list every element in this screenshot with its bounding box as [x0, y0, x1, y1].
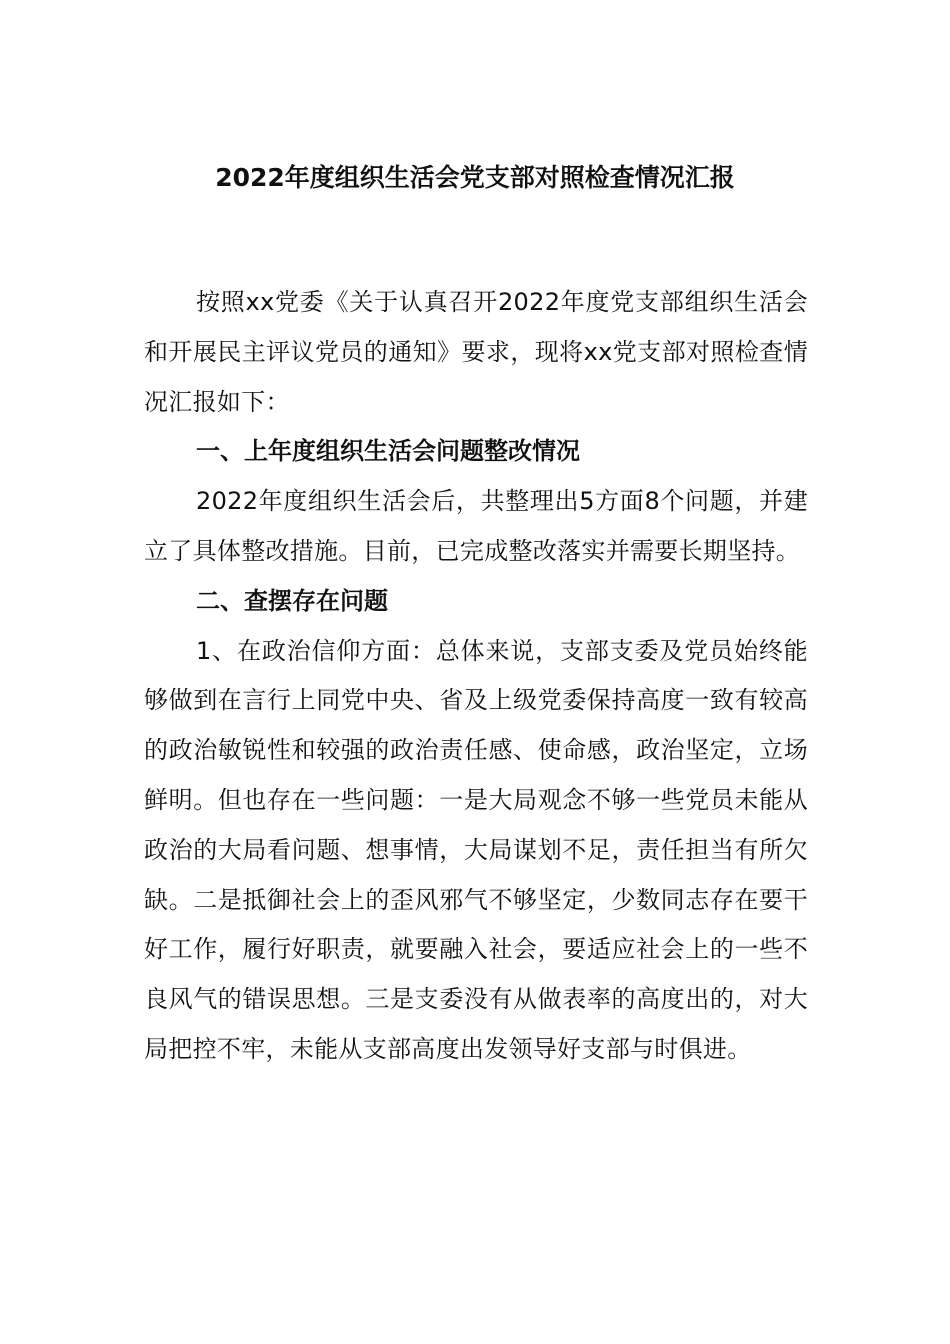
document-body — [144, 278, 808, 1075]
document-title: 2022年度组织生活会党支部对照检查情况汇报 — [215, 163, 735, 192]
intro-paragraph: 按照xx党委《关于认真召开2022年度党支部组织生活会和开展民主评议党员的通知》要求，现将xx党支部对照检查情况汇报如下： — [144, 288, 808, 416]
section-1-paragraph: 2022年度组织生活会后，共整理出5方面8个问题，并建立了具体整改措施。目前，已完成整改落实并需要长期坚持。 — [144, 487, 808, 565]
section-2-item-1-paragraph: 1、在政治信仰方面：总体来说，支部支委及党员始终能够做到在言行上同党中央、省及上级党委保持高度一致有较高的政治敏锐性和较强的政治责任感、使命感，政治坚定，立场鲜明。但也存在一些问题：一是大局观念不够一些党员未能从政治的大局看问题、想事情，大局谋划不足，责任担当有所欠缺。二是抵御社会上的歪风邪气不够坚定，少数同志存在要干好工作，履行好职责，就要融入社会，要适应社会上的一些不良风气的错误思想。三是支委没有从做表率的高度出的，对大局把控不牢，未能从支部高度出发领导好支部与时俱进。 — [144, 636, 808, 1063]
section-2-heading: 二、查摆存在问题 — [196, 586, 388, 615]
section-1-heading: 一、上年度组织生活会问题整改情况 — [196, 437, 580, 466]
